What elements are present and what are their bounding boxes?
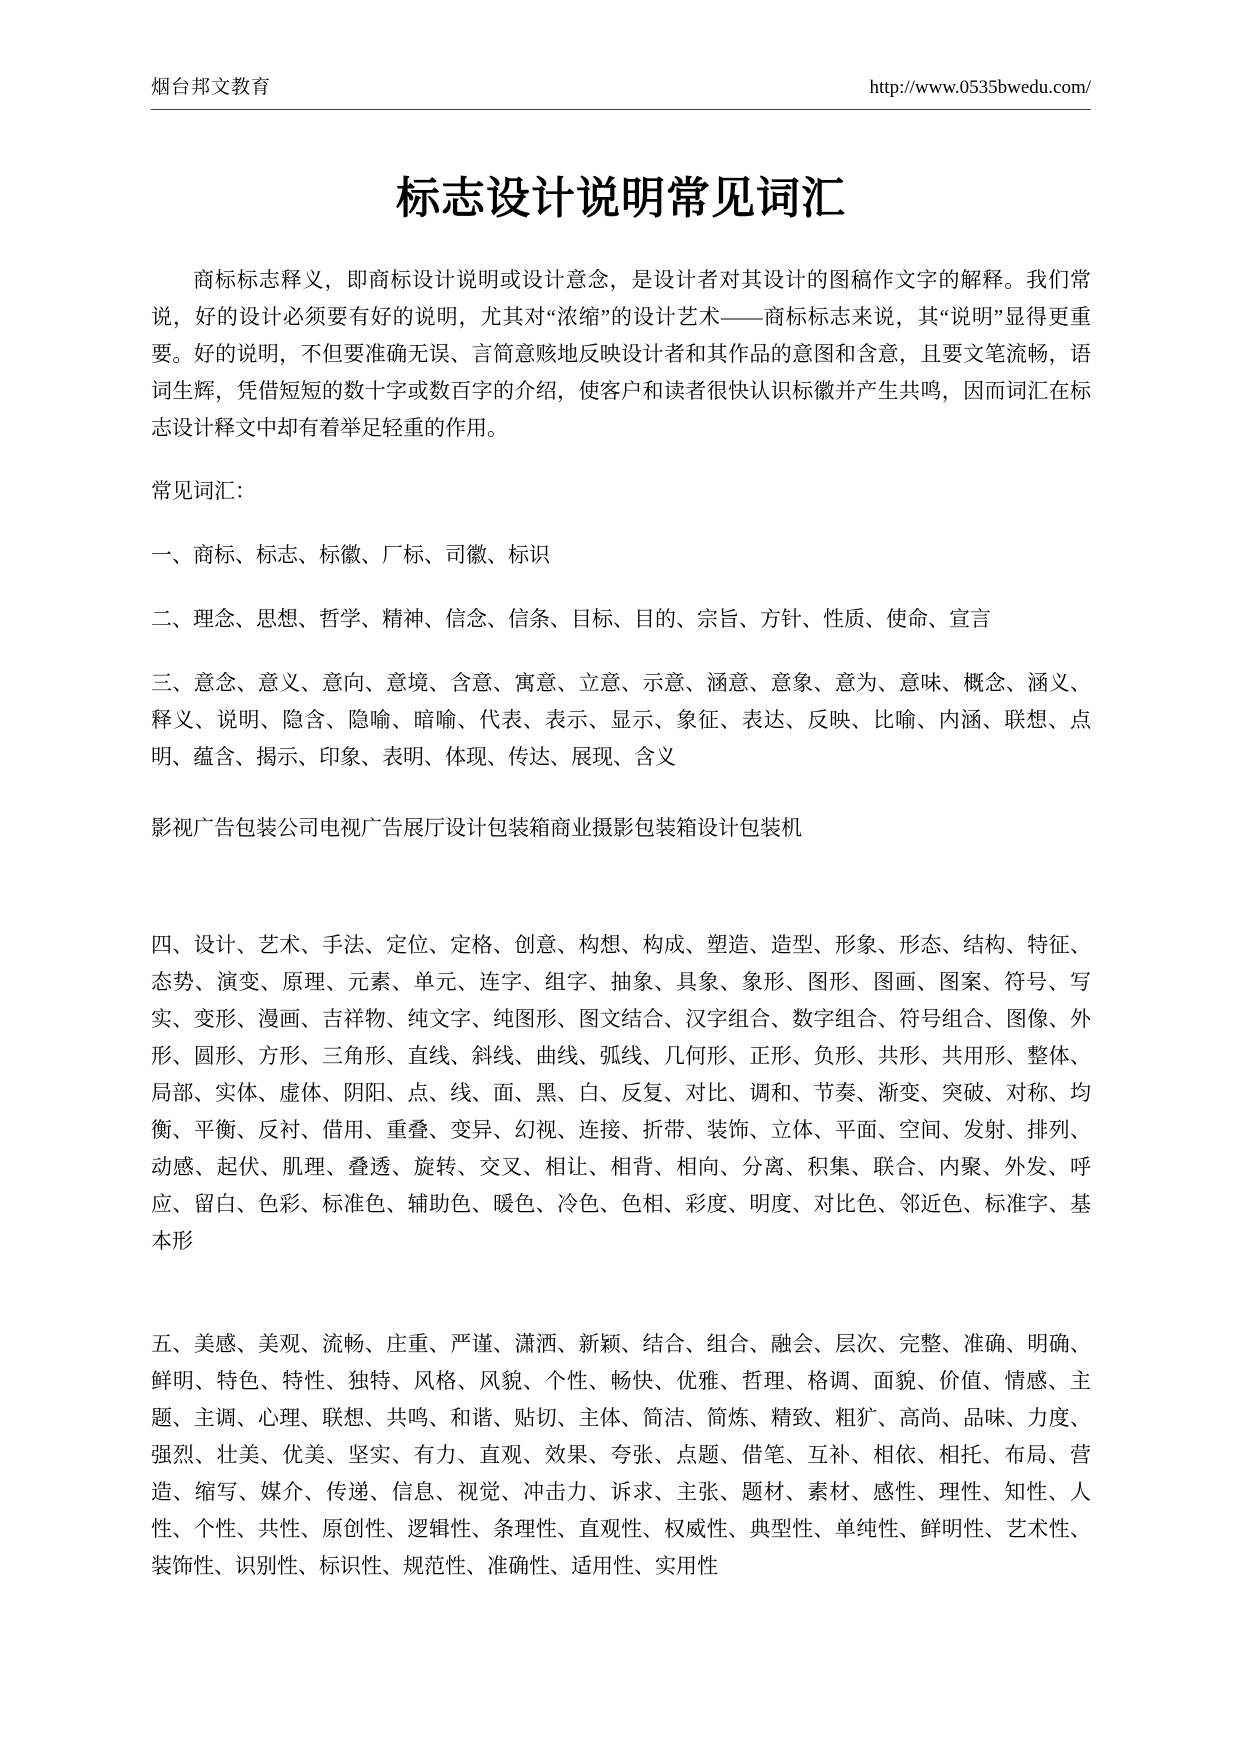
page-header	[151, 76, 1091, 100]
vocab-section-3: 三、意念、意义、意向、意境、含意、寓意、立意、示意、涵意、意象、意为、意味、概念、涵义、释义、说明、隐含、隐喻、暗喻、代表、表示、显示、象征、表达、反映、比喻、内涵、联想、点明、蕴含、揭示、印象、表明、体现、传达、展现、含义	[151, 670, 1091, 769]
ad-line: 影视广告包装公司电视广告展厅设计包装箱商业摄影包装箱设计包装机	[151, 815, 802, 840]
vocab-section-4: 四、设计、艺术、手法、定位、定格、创意、构想、构成、塑造、造型、形象、形态、结构、特征、态势、演变、原理、元素、单元、连字、组字、抽象、具象、象形、图形、图画、图案、符号、写实、变形、漫画、吉祥物、纯文字、纯图形、图文结合、汉字组合、数字组合、符号组合、图像、外形、圆形、方形、三角形、直线、斜线、曲线、弧线、几何形、正形、负形、共形、共用形、整体、局部、实体、虚体、阴阳、点、线、面、黑、白、反复、对比、调和、节奏、渐变、突破、对称、均衡、平衡、反衬、借用、重叠、变异、幻视、连接、折带、装饰、立体、平面、空间、发射、排列、动感、起伏、肌理、叠透、旋转、交叉、相让、相背、相向、分离、积集、联合、内聚、外发、呼应、留白、色彩、标准色、辅助色、暖色、冷色、色相、彩度、明度、对比色、邻近色、标准字、基本形	[151, 932, 1091, 1253]
vocab-section-2: 二、理念、思想、哲学、精神、信念、信条、目标、目的、宗旨、方针、性质、使命、宣言	[151, 606, 991, 631]
vocab-label: 常见词汇：	[151, 478, 256, 503]
header-url: http://www.0535bwedu.com/	[869, 77, 1091, 98]
intro-paragraph: 商标标志释义，即商标设计说明或设计意念，是设计者对其设计的图稿作文字的解释。我们常说，好的设计必须要有好的说明，尤其对“浓缩”的设计艺术——商标标志来说，其“说明”显得更重要。好的说明，不但要准确无误、言简意赅地反映设计者和其作品的意图和含意，且要文笔流畅，语词生辉，凭借短短的数十字或数百字的介绍，使客户和读者很快认识标徽并产生共鸣，因而词汇在标志设计释文中却有着举足轻重的作用。	[151, 267, 1091, 440]
vocab-section-1: 一、商标、标志、标徽、厂标、司徽、标识	[151, 542, 550, 567]
header-divider	[151, 109, 1091, 110]
header-company-name: 烟台邦文教育	[151, 77, 272, 98]
vocab-section-5: 五、美感、美观、流畅、庄重、严谨、潇洒、新颖、结合、组合、融会、层次、完整、准确、明确、鲜明、特色、特性、独特、风格、风貌、个性、畅快、优雅、哲理、格调、面貌、价值、情感、主题、主调、心理、联想、共鸣、和谐、贴切、主体、简洁、简炼、精致、粗犷、高尚、品味、力度、强烈、壮美、优美、坚实、有力、直观、效果、夸张、点题、借笔、互补、相依、相托、布局、营造、缩写、媒介、传递、信息、视觉、冲击力、诉求、主张、题材、素材、感性、理性、知性、人性、个性、共性、原创性、逻辑性、条理性、直观性、权威性、典型性、单纯性、鲜明性、艺术性、装饰性、识别性、标识性、规范性、准确性、适用性、实用性	[151, 1331, 1091, 1578]
document-title: 标志设计说明常见词汇	[396, 173, 846, 223]
